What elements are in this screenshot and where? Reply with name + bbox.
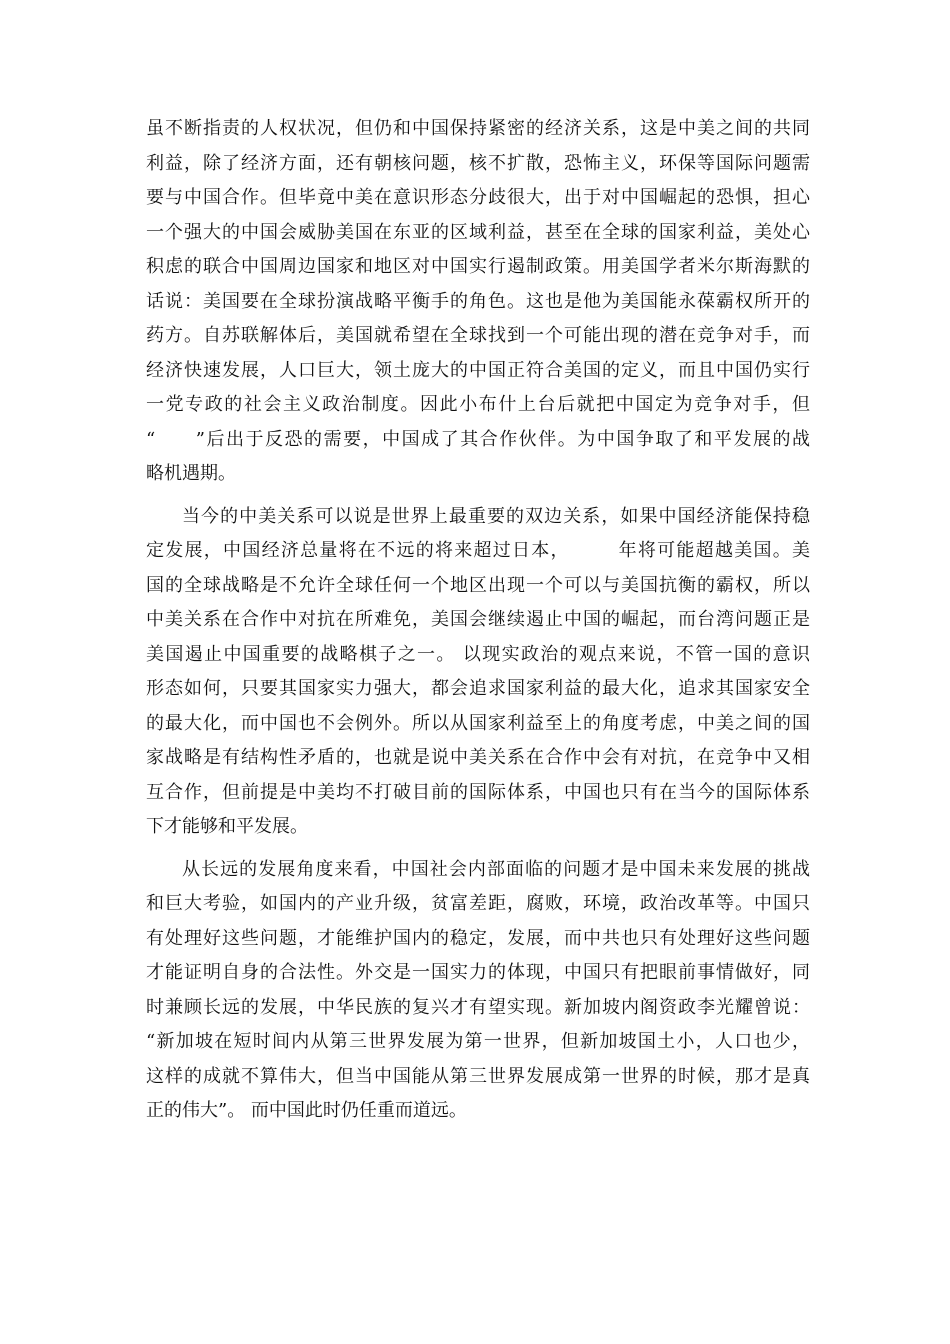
text-line: “新加坡在短时间内从第三世界发展为第一世界，但新加坡国土小，人口也少， [146, 1031, 810, 1052]
text-line: 互合作，但前提是中美均不打破目前的国际体系，中国也只有在当今的国际体系 [146, 781, 810, 803]
text-line: 这样的成就不算伟大，但当中国能从第三世界发展成第一世界的时候，那才是真 [146, 1065, 810, 1087]
text-line: 时兼顾长远的发展，中华民族的复兴才有望实现。新加坡内阁资政李光耀曾说： [146, 996, 810, 1018]
paragraph-spacing [146, 492, 810, 500]
text-line: 有处理好这些问题，才能维护国内的稳定，发展，而中共也只有处理好这些问题 [146, 927, 810, 949]
text-line: 虽不断指责的人权状况，但仍和中国保持紧密的经济关系，这是中美之间的共同 [146, 118, 810, 139]
text-line: 药方。自苏联解体后，美国就希望在全球找到一个可能出现的潜在竞争对手，而 [146, 325, 810, 346]
body-text [146, 112, 810, 1129]
text-line: 形态如何，只要其国家实力强大，都会追求国家利益的最大化，追求其国家安全 [146, 678, 810, 699]
paragraph-3 [146, 853, 810, 1129]
text-line: 略机遇期。 [146, 463, 236, 484]
text-line: 当今的中美关系可以说是世界上最重要的双边关系，如果中国经济能保持稳 [182, 505, 810, 527]
text-line: 和巨大考验，如国内的产业升级，贫富差距，腐败，环境，政治改革等。中国只 [146, 893, 810, 914]
text-line: 一党专政的社会主义政治制度。因此小布什上台后就把中国定为竞争对手，但 [146, 394, 810, 415]
text-line: 经济快速发展，人口巨大，领土庞大的中国正符合美国的定义，而且中国仍实行 [146, 359, 810, 381]
text-line: 一个强大的中国会威胁美国在东亚的区域利益，甚至在全球的国家利益，美处心 [146, 221, 810, 243]
text-line: 定发展，中国经济总量将在不远的将来超过日本， 年将可能超越美国。美 [146, 540, 810, 561]
paragraph-2 [146, 500, 810, 845]
text-line: 的最大化，而中国也不会例外。所以从国家利益至上的角度考虑，中美之间的国 [146, 712, 810, 734]
paragraph-spacing [146, 845, 810, 853]
text-line: 正的伟大”。 而中国此时仍任重而道远。 [146, 1100, 467, 1121]
text-line: 家战略是有结构性矛盾的，也就是说中美关系在合作中会有对抗，在竞争中又相 [146, 747, 810, 768]
text-line: 国的全球战略是不允许全球任何一个地区出现一个可以与美国抗衡的霸权，所以 [146, 574, 810, 596]
text-line: 下才能够和平发展。 [146, 816, 308, 837]
text-line: 利益，除了经济方面，还有朝核问题，核不扩散，恐怖主义，环保等国际问题需 [146, 152, 810, 174]
paragraph-1 [146, 112, 810, 492]
text-line: 从长远的发展角度来看，中国社会内部面临的问题才是中国未来发展的挑战 [182, 858, 810, 880]
text-line: 才能证明自身的合法性。外交是一国实力的体现，中国只有把眼前事情做好，同 [146, 962, 810, 983]
text-line: 积虑的联合中国周边国家和地区对中国实行遏制政策。用美国学者米尔斯海默的 [146, 256, 810, 277]
text-line: “ ”后出于反恐的需要，中国成了其合作伙伴。为中国争取了和平发展的战 [146, 428, 810, 450]
text-line: 话说：美国要在全球扮演战略平衡手的角色。这也是他为美国能永葆霸权所开的 [146, 290, 810, 312]
text-line: 美国遏止中国重要的战略棋子之一。 以现实政治的观点来说，不管一国的意识 [146, 643, 810, 665]
text-line: 中美关系在合作中对抗在所难免，美国会继续遏止中国的崛起，而台湾问题正是 [146, 609, 810, 630]
text-line: 要与中国合作。但毕竟中美在意识形态分歧很大，出于对中国崛起的恐惧，担心 [146, 187, 810, 208]
